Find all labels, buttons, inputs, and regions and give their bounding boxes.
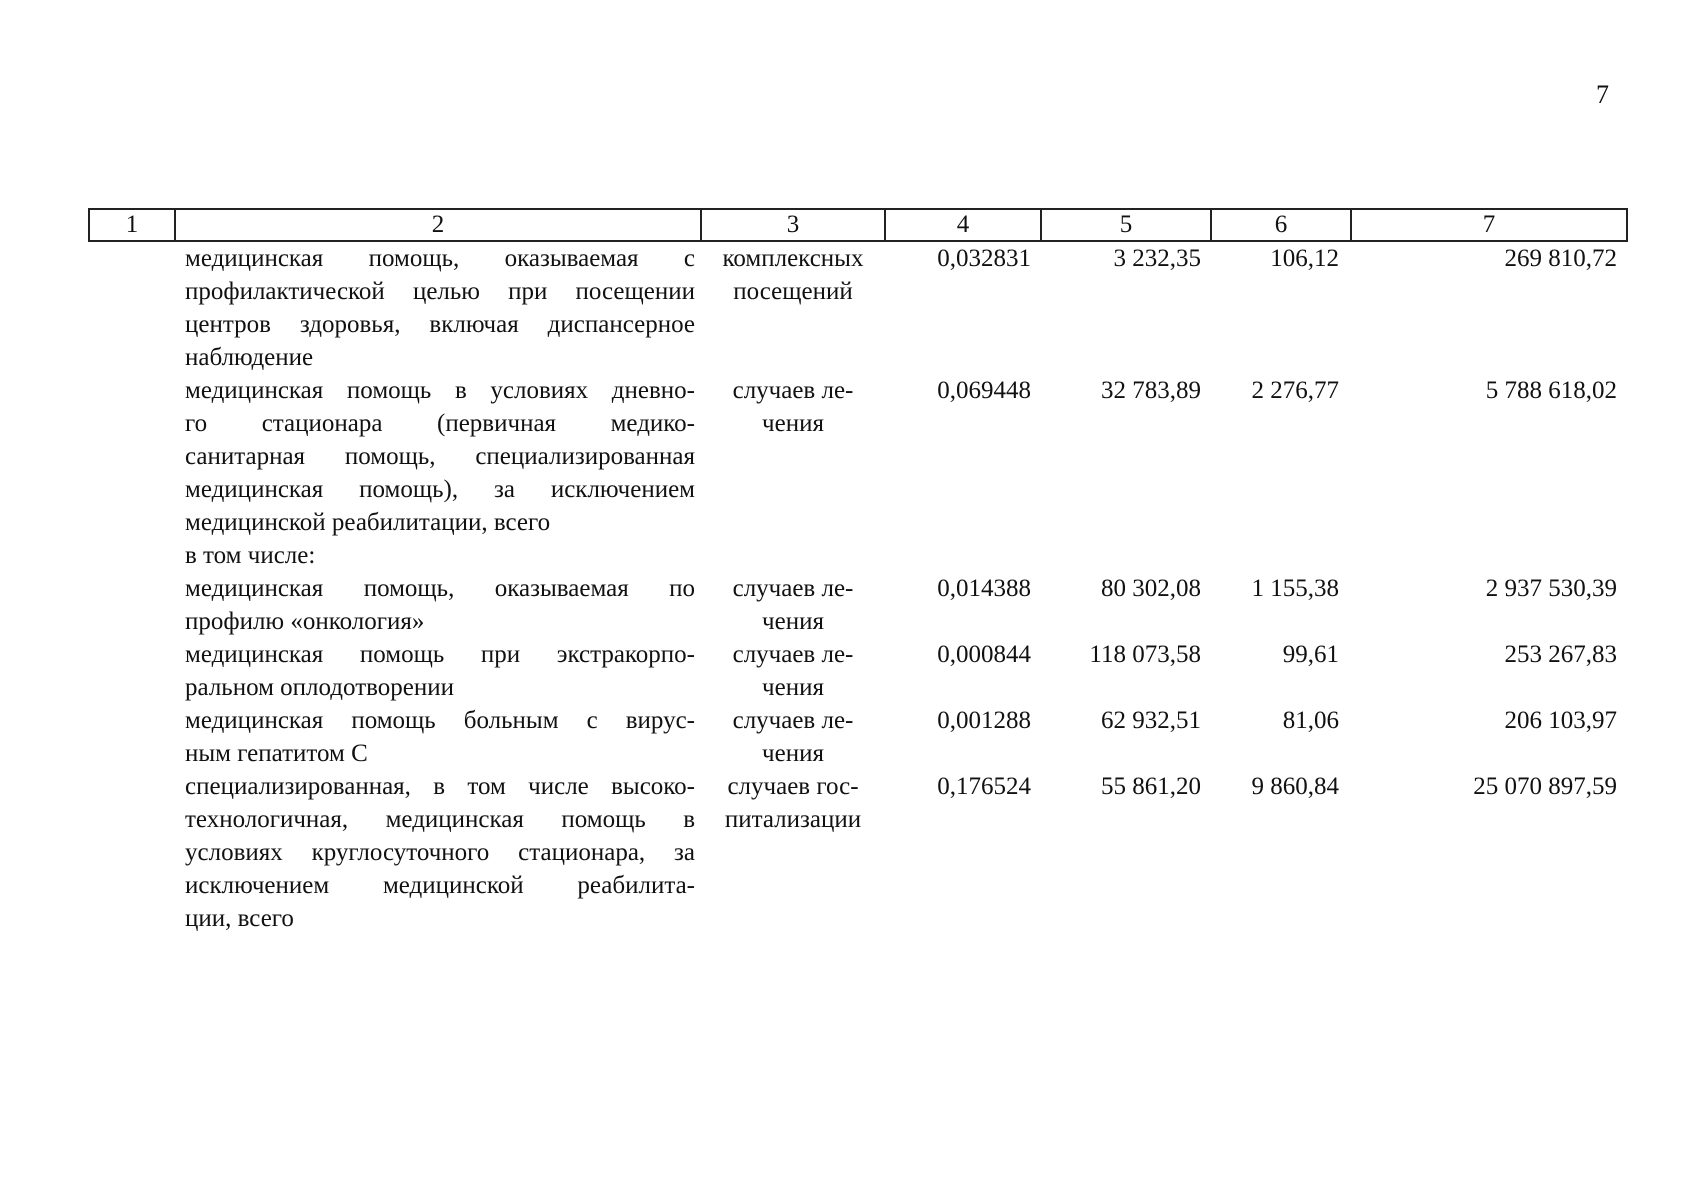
table-header <box>89 209 1627 241</box>
value-col7: 5 788 618,02 <box>1485 377 1617 404</box>
value-col5: 32 783,89 <box>1101 377 1201 404</box>
description-cell <box>175 770 701 935</box>
value-col5: 80 302,08 <box>1101 575 1201 602</box>
value-col4 <box>885 539 1041 572</box>
description-line: медицинская помощь в условиях дневно- <box>185 377 695 404</box>
value-col4: 0,001288 <box>937 707 1031 734</box>
value-col4: 0,000844 <box>937 641 1031 668</box>
description-line: наблюдение <box>185 344 314 371</box>
description-line: центров здоровья, включая диспансерное <box>185 311 695 338</box>
value-col4: 0,014388 <box>937 575 1031 602</box>
data-table <box>88 208 1628 935</box>
description-line: ции, всего <box>185 905 294 932</box>
value-col5: 3 232,35 <box>1113 245 1201 272</box>
value-col5: 55 861,20 <box>1101 773 1201 800</box>
description-line: исключением медицинской реабилита- <box>185 872 695 899</box>
value-col4: 0,176524 <box>937 773 1031 800</box>
description-cell <box>175 638 701 704</box>
description-line: в том числе: <box>185 542 316 569</box>
index-cell <box>89 374 175 539</box>
unit-line: случаев ле- <box>732 641 854 668</box>
value-col4: 0,032831 <box>937 245 1031 272</box>
table-row <box>89 638 1627 704</box>
index-cell <box>89 638 175 704</box>
description-cell <box>175 539 701 572</box>
description-cell <box>175 374 701 539</box>
value-col6: 9 860,84 <box>1251 773 1339 800</box>
description-line: го стационара (первичная медико- <box>185 410 695 437</box>
description-line: специализированная, в том числе высоко- <box>185 773 695 800</box>
index-cell <box>89 572 175 638</box>
value-col7: 25 070 897,59 <box>1473 773 1617 800</box>
table-row <box>89 539 1627 572</box>
index-cell <box>89 539 175 572</box>
description-cell <box>175 572 701 638</box>
unit-line: чения <box>762 740 824 767</box>
value-col6: 106,12 <box>1270 245 1339 272</box>
description-line: условиях круглосуточного стационара, за <box>185 839 695 866</box>
column-header-4: 4 <box>885 209 1041 241</box>
unit-line: чения <box>762 410 824 437</box>
table-row <box>89 704 1627 770</box>
description-line: технологичная, медицинская помощь в <box>185 806 695 833</box>
table-row <box>89 770 1627 935</box>
unit-line: питализации <box>724 806 862 833</box>
column-header-1: 1 <box>89 209 175 241</box>
page-number: 7 <box>1596 80 1609 109</box>
column-header-5: 5 <box>1041 209 1211 241</box>
value-col7: 269 810,72 <box>1504 245 1617 272</box>
value-col6: 2 276,77 <box>1251 377 1339 404</box>
column-header-6: 6 <box>1211 209 1351 241</box>
column-header-3: 3 <box>701 209 885 241</box>
index-cell <box>89 770 175 935</box>
value-col7 <box>1351 539 1627 572</box>
table-row <box>89 374 1627 539</box>
column-header-7: 7 <box>1351 209 1627 241</box>
unit-line: посещений <box>733 278 853 305</box>
description-line: медицинская помощь), за исключением <box>185 476 695 503</box>
value-col4: 0,069448 <box>937 377 1031 404</box>
unit-line: случаев ле- <box>732 707 854 734</box>
description-cell <box>175 241 701 374</box>
value-col6: 1 155,38 <box>1251 575 1339 602</box>
description-line: медицинская помощь больным с вирус- <box>185 707 695 734</box>
unit-cell <box>701 374 885 539</box>
table-row <box>89 572 1627 638</box>
value-col5: 62 932,51 <box>1101 707 1201 734</box>
description-line: ным гепатитом С <box>185 740 368 767</box>
table-body <box>89 241 1627 935</box>
value-col6: 81,06 <box>1282 707 1339 734</box>
unit-line: случаев ле- <box>732 575 854 602</box>
unit-cell <box>701 704 885 770</box>
unit-line: случаев ле- <box>732 377 854 404</box>
description-line: медицинской реабилитации, всего <box>185 509 551 536</box>
unit-line: чения <box>762 674 824 701</box>
table-row <box>89 241 1627 374</box>
unit-cell <box>701 572 885 638</box>
value-col7: 206 103,97 <box>1504 707 1617 734</box>
header-row <box>89 209 1627 241</box>
description-line: санитарная помощь, специализированная <box>185 443 695 470</box>
index-cell <box>89 704 175 770</box>
description-line: медицинская помощь при экстракорпо- <box>185 641 695 668</box>
index-cell <box>89 241 175 374</box>
unit-cell <box>701 241 885 374</box>
unit-cell <box>701 638 885 704</box>
description-line: профилактической целью при посещении <box>185 278 695 305</box>
value-col6: 99,61 <box>1282 641 1339 668</box>
value-col7: 2 937 530,39 <box>1485 575 1617 602</box>
value-col5 <box>1041 539 1211 572</box>
value-col7: 253 267,83 <box>1504 641 1617 668</box>
description-line: профилю «онкология» <box>185 608 425 635</box>
unit-line: случаев гос- <box>727 773 859 800</box>
unit-line: комплексных <box>722 245 864 272</box>
unit-line: чения <box>762 608 824 635</box>
unit-cell <box>701 770 885 935</box>
description-cell <box>175 704 701 770</box>
value-col6 <box>1211 539 1351 572</box>
column-header-2: 2 <box>175 209 701 241</box>
description-line: медицинская помощь, оказываемая с <box>185 245 695 272</box>
value-col5: 118 073,58 <box>1089 641 1201 668</box>
unit-cell <box>701 539 885 572</box>
description-line: ральном оплодотворении <box>185 674 454 701</box>
description-line: медицинская помощь, оказываемая по <box>185 575 695 602</box>
